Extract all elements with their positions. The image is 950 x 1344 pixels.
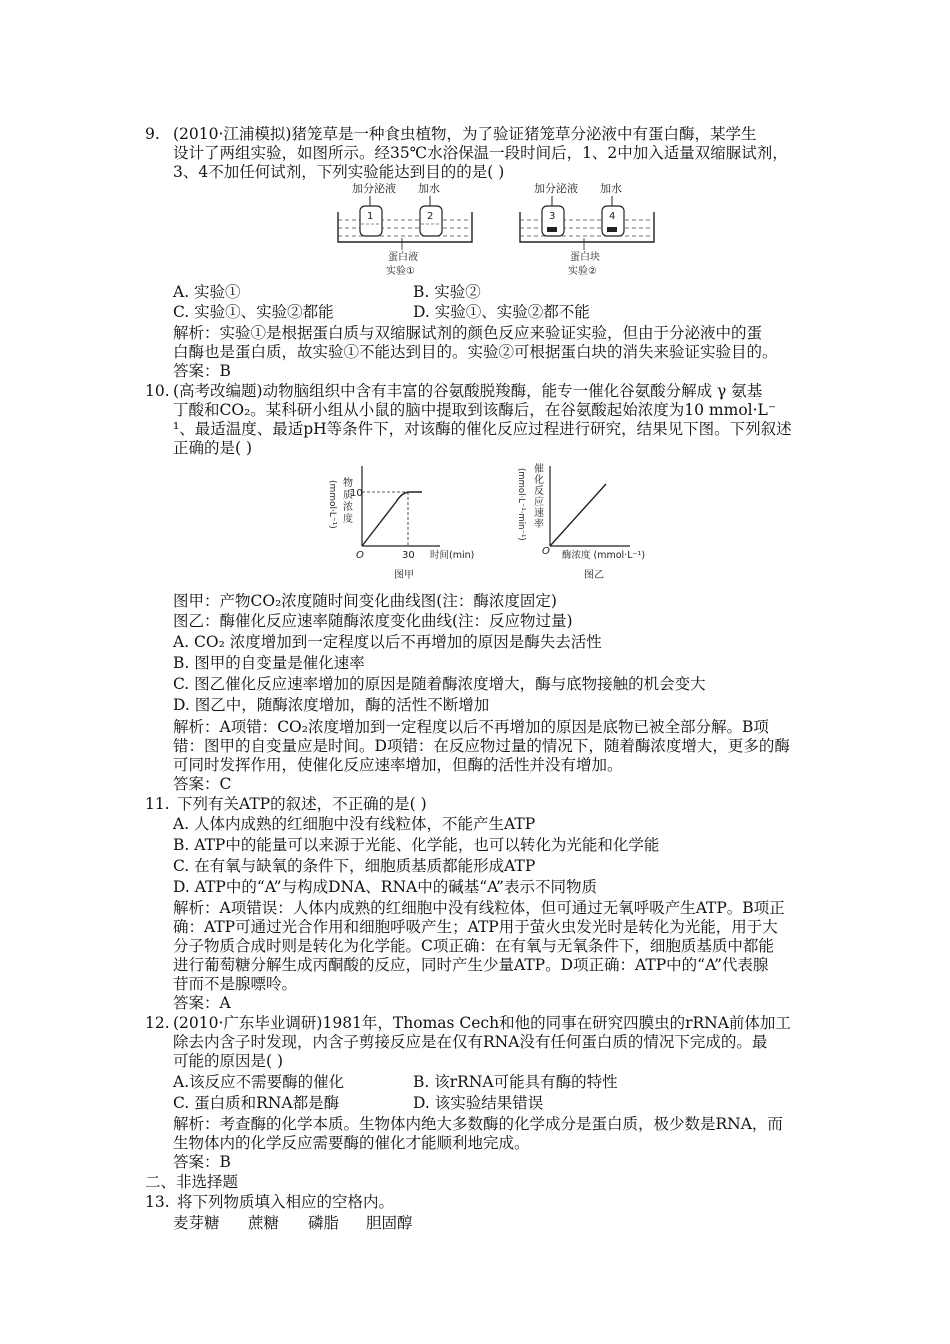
q10-number: 10.	[145, 382, 170, 400]
tube-3-label: 3	[549, 211, 556, 222]
q11-option-d: D. ATP中的“A”与构成DNA、RNA中的碱基“A”表示不同物质	[173, 878, 597, 896]
q10-option-a: A. CO₂ 浓度增加到一定程度以后不再增加的原因是酶失去活性	[173, 633, 602, 651]
chart-b-ylabel-3: 反	[534, 486, 544, 497]
q11-analysis-5: 苷而不是腺嘌呤。	[173, 975, 298, 993]
chart-b-ylabel-6: 率	[534, 519, 544, 530]
chart-b-ylabel-4: 应	[534, 497, 544, 508]
q10-option-d: D. 图乙中，随酶浓度增加，酶的活性不断增加	[173, 696, 490, 714]
q12-option-c: C. 蛋白质和RNA都是酶	[173, 1094, 340, 1112]
q10-line-1: (高考改编题)动物脑组织中含有丰富的谷氨酸脱羧酶，能专一催化谷氨酸分解成 γ 氨基	[173, 382, 763, 400]
q10-answer: 答案：C	[173, 775, 232, 793]
q9-answer: 答案：B	[173, 362, 231, 380]
chart-a-curve	[362, 492, 422, 546]
exp2-caption: 实验②	[568, 266, 597, 277]
q10-note-2: 图乙：酶催化反应速率随酶浓度变化曲线(注：反应物过量)	[173, 612, 573, 630]
q9-analysis-1: 解析：实验①是根据蛋白质与双缩脲试剂的颜色反应来验证实验，但由于分泌液中的蛋	[173, 324, 763, 342]
q12-line-3: 可能的原因是( )	[173, 1052, 284, 1070]
experiment-1-diagram	[338, 181, 472, 277]
q10-line-3: ¹、最适温度、最适pH等条件下，对该酶的催化反应过程进行研究，结果见下图。下列叙述	[173, 420, 792, 438]
q9-line-3: 3、4不加任何试剂，下列实验能达到目的的是( )	[173, 163, 505, 181]
exp2-add-secretion-label: 加分泌液	[534, 182, 578, 195]
q10-analysis-3: 可同时发挥作用，使催化反应速率增加，但酶的活性并没有增加。	[173, 756, 623, 774]
q11-analysis-2: 确：ATP可通过光合作用和细胞呼吸产生；ATP用于萤火虫发光时是转化为光能，用于大	[173, 918, 778, 936]
q11-option-a: A. 人体内成熟的红细胞中没有线粒体，不能产生ATP	[173, 815, 536, 833]
q12-option-b: B. 该rRNA可能具有酶的特性	[413, 1073, 618, 1091]
chart-b-line	[550, 484, 606, 546]
chart-a-ytick: 10	[350, 488, 363, 499]
chart-b-ylabel-1: 催	[534, 464, 544, 475]
q12-analysis-2: 生物体内的化学反应需要酶的催化才能顺利地完成。	[173, 1134, 530, 1152]
chart-b-origin: O	[542, 546, 550, 557]
q10-line-2: 丁酸和CO₂。某科研小组从小鼠的脑中提取到该酶后，在谷氨酸起始浓度为10 mmol·L⁻	[173, 401, 777, 419]
q9-option-b: B. 实验②	[413, 283, 481, 301]
chart-b-ylabel-2: 化	[534, 475, 544, 486]
exp1-substrate-label: 蛋白液	[388, 252, 418, 263]
q11-line-1: 下列有关ATP的叙述，不正确的是( )	[177, 795, 427, 813]
chart-a-ylabel-3: 浓	[343, 502, 353, 513]
q13-line: 将下列物质填入相应的空格内。	[177, 1193, 395, 1211]
q13-item-1: 麦芽糖	[173, 1214, 220, 1232]
experiment-2-diagram	[520, 181, 654, 277]
chart-a	[320, 462, 500, 586]
exp2-add-water-label: 加水	[600, 182, 622, 195]
q11-analysis-4: 进行葡萄糖分解生成丙酮酸的反应，同时产生少量ATP。D项正确：ATP中的“A”代表腺	[173, 956, 769, 974]
q12-answer: 答案：B	[173, 1153, 231, 1171]
chart-b-ylabel-5: 速	[534, 508, 544, 519]
q9-analysis-2: 白酶也是蛋白质，故实验①不能达到目的。实验②可根据蛋白块的消失来验证实验目的。	[173, 343, 778, 361]
q10-option-c: C. 图乙催化反应速率增加的原因是随着酶浓度增大，酶与底物接触的机会变大	[173, 675, 706, 693]
q9-line-1: (2010·江浦模拟)猪笼草是一种食虫植物，为了验证猪笼草分泌液中有蛋白酶，某学生	[173, 125, 757, 143]
chart-a-yunit: (mmol·L⁻¹)	[327, 480, 337, 529]
tube-2-label: 2	[427, 211, 434, 222]
exp1-add-secretion-label: 加分泌液	[352, 182, 396, 195]
tube-1-label: 1	[367, 211, 374, 222]
exp1-caption: 实验①	[386, 266, 415, 277]
q11-analysis-1: 解析：A项错误：人体内成熟的红细胞中没有线粒体，但可通过无氧呼吸产生ATP。B项正	[173, 899, 785, 917]
chart-b-caption: 图乙	[584, 570, 604, 581]
chart-a-ylabel-1: 物	[343, 478, 353, 489]
q9-experiment-figure	[330, 180, 660, 280]
q12-line-1: (2010·广东毕业调研)1981年，Thomas Cech和他的同事在研究四膜虫的rRNA前体加工	[173, 1014, 791, 1032]
q10-option-b: B. 图甲的自变量是催化速率	[173, 654, 365, 672]
exp1-add-water-label: 加水	[418, 182, 440, 195]
q11-option-c: C. 在有氧与缺氧的条件下，细胞质基质都能形成ATP	[173, 857, 536, 875]
q12-line-2: 除去内含子时发现，内含子剪接反应是在仅有RNA没有任何蛋白质的情况下完成的。最	[173, 1033, 768, 1051]
chart-a-ylabel-4: 度	[343, 514, 353, 525]
chart-b-yunit: (mmol·L⁻¹·min⁻¹)	[516, 468, 526, 541]
q9-option-c: C. 实验①、实验②都能	[173, 303, 334, 321]
chart-a-xlabel: 时间(min)	[430, 550, 475, 561]
q13-item-3: 磷脂	[308, 1214, 340, 1232]
q12-option-d: D. 该实验结果错误	[413, 1094, 544, 1112]
q9-option-a: A. 实验①	[173, 283, 241, 301]
q9-number: 9.	[145, 125, 160, 143]
q11-option-b: B. ATP中的能量可以来源于光能、化学能，也可以转化为光能和化学能	[173, 836, 660, 854]
section-heading: 二、非选择题	[145, 1173, 239, 1191]
q13-number: 13.	[145, 1193, 170, 1211]
q10-line-4: 正确的是( )	[173, 439, 253, 457]
q11-analysis-3: 分子物质合成时则是转化为化学能。C项正确：在有氧与无氧条件下，细胞质基质中都能	[173, 937, 774, 955]
chart-a-caption: 图甲	[394, 570, 414, 581]
q9-line-2: 设计了两组实验，如图所示。经35℃水浴保温一段时间后，1、2中加入适量双缩脲试剂，	[173, 144, 788, 162]
q13-item-4: 胆固醇	[366, 1214, 413, 1232]
q11-number: 11.	[145, 795, 170, 813]
q10-analysis-1: 解析：A项错：CO₂浓度增加到一定程度以后不再增加的原因是底物已被全部分解。B项	[173, 718, 769, 736]
exp2-substrate-label: 蛋白块	[570, 252, 600, 263]
chart-a-ylabel-2: 质	[343, 490, 353, 501]
q12-option-a: A.该反应不需要酶的催化	[173, 1073, 345, 1091]
q11-answer: 答案：A	[173, 994, 231, 1012]
chart-b-xlabel: 酶浓度 (mmol·L⁻¹)	[562, 550, 646, 561]
chart-a-origin: O	[356, 550, 364, 561]
chart-a-xtick: 30	[402, 550, 415, 561]
q12-analysis-1: 解析：考查酶的化学本质。生物体内绝大多数酶的化学成分是蛋白质，极少数是RNA，而	[173, 1115, 783, 1133]
q10-analysis-2: 错：图甲的自变量应是时间。D项错：在反应物过量的情况下，随着酶浓度增大，更多的酶	[173, 737, 790, 755]
tube-4-label: 4	[609, 211, 616, 222]
q12-number: 12.	[145, 1014, 170, 1032]
q9-option-d: D. 实验①、实验②都不能	[413, 303, 590, 321]
q13-item-2: 蔗糖	[248, 1214, 280, 1232]
chart-b	[510, 462, 670, 586]
q10-note-1: 图甲：产物CO₂浓度随时间变化曲线图(注：酶浓度固定)	[173, 592, 557, 610]
